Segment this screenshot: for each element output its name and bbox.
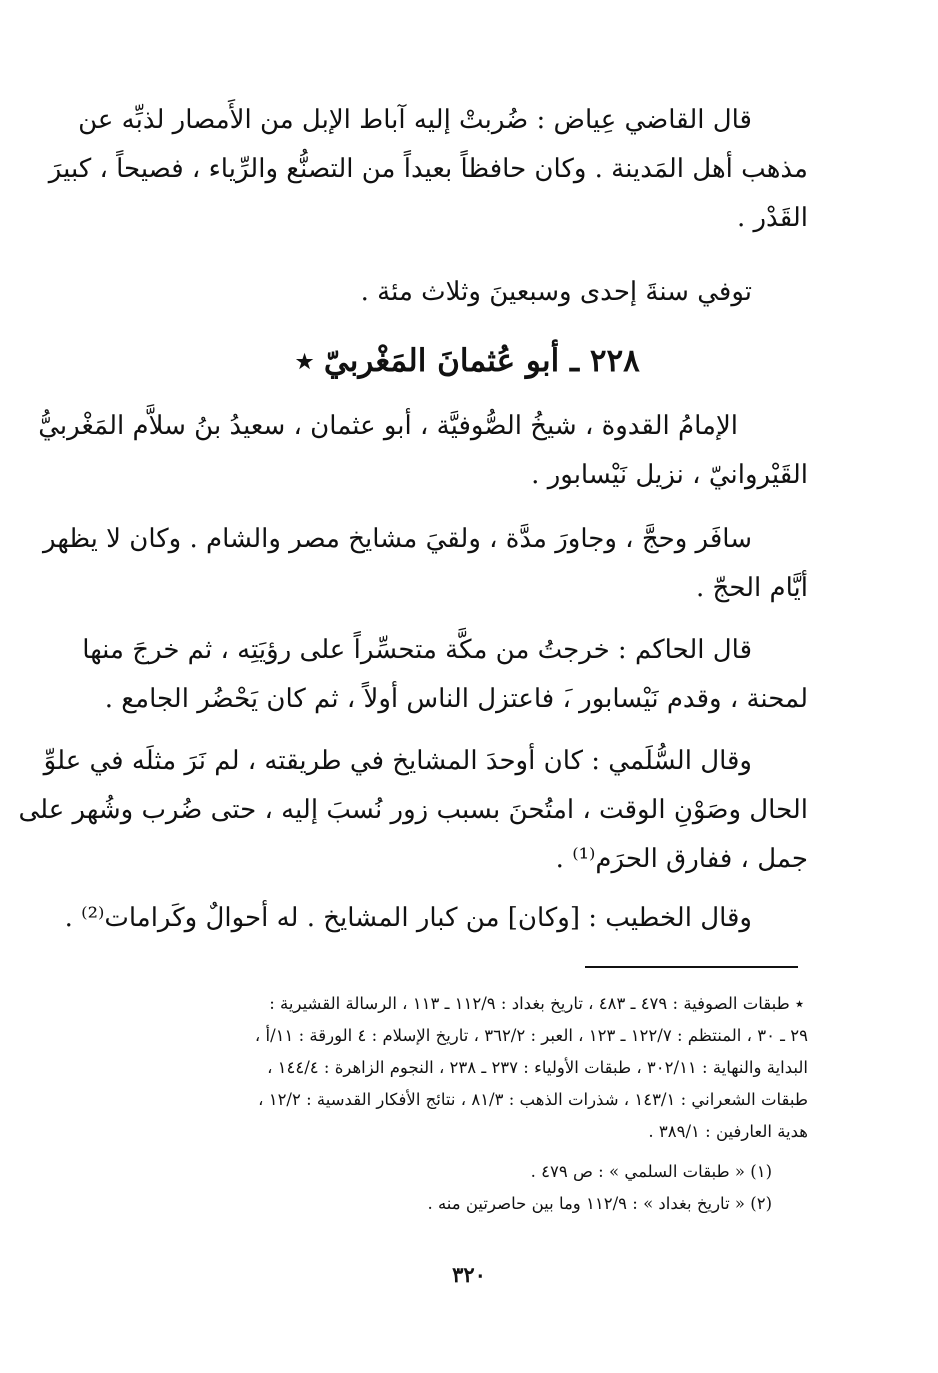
page-number: ٣٢٠ [452,1262,486,1287]
footnote-separator [585,966,798,968]
entry-heading: ٢٢٨ ـ أبو عُثمانَ المَغْربيّ ٭ [296,343,640,379]
text-line: جمل ، ففارق الحرَم⁽¹⁾ . [555,844,808,874]
text-line: القَيْروانيّ ، نزيل نَيْسابور . [531,460,808,490]
text-line: توفي سنةَ إحدى وسبعينَ وثلاث مئة . [360,277,752,307]
paragraph-death-date [128,268,808,317]
paragraph-sulami [18,737,808,884]
paragraph-identity [38,402,808,500]
text-line: وقال السُّلَمي : كان أوحدَ المشايخ في طريقته ، لم نَرَ مثلَه في علوِّ [43,746,752,776]
footnote-1: (١) « طبقات السلمي » : ص ٤٧٩ . [530,1162,772,1181]
text-line: لمحنة ، وقدم نَيْسابور ،َ فاعتزل الناس أولاً ، ثم كان يَحْضُر الجامع . [104,684,808,714]
text-line: سافَر وحجَّ ، وجاورَ مدَّة ، ولقيَ مشايخ مصر والشام . وكان لا يظهر [42,524,752,554]
text-line: وقال الخطيب : [وكان] من كبار المشايخ . له أحوالٌ وكَرامات⁽²⁾ . [64,903,752,933]
text-line: قال الحاكم : خرجتُ من مكَّة متحسِّراً على رؤيَتِه ، ثم خرجَ منها [82,635,752,665]
text-line: الإمامُ القدوة ، شيخُ الصُّوفيَّة ، أبو عثمان ، سعيدُ بنُ سلاَّم المَغْربيُّ [38,411,738,441]
paragraph-khatib [64,894,808,943]
footnote-line: هدية العارفين : ٣٨٩/١ . [648,1122,808,1141]
footnote-line: البداية والنهاية : ٣٠٢/١١ ، طبقات الأولياء : ٢٣٧ ـ ٢٣٨ ، النجوم الزاهرة : ١٤٤/٤ ، [267,1058,808,1077]
text-line: أيَّام الحجّ . [696,573,808,603]
footnote-line: ٭ طبقات الصوفية : ٤٧٩ ـ ٤٨٣ ، تاريخ بغداد : ١١٢/٩ ـ ١١٣ ، الرسالة القشيرية : [269,994,804,1013]
text-line: الحال وصَوْنِ الوقت ، امتُحنَ بسبب زور نُسبَ إليه ، حتى ضُرب وشُهر على [18,795,808,825]
footnote-line: ٢٩ ـ ٣٠ ، المنتظم : ١٢٢/٧ ـ ١٢٣ ، العبر : ٣٦٢/٢ ، تاريخ الإسلام : ٤ الورقة : ١١/أ ، [254,1026,808,1045]
footnote-notes [128,1156,808,1220]
text-line: القَدْر . [736,203,808,233]
footnote-sources [128,988,808,1148]
footnote-2: (٢) « تاريخ بغداد » : ١١٢/٩ وما بين حاصرتين منه . [427,1194,772,1213]
footnote-line: طبقات الشعراني : ١٤٣/١ ، شذرات الذهب : ٨١/٣ ، نتائج الأفكار القدسية : ١٢/٢ ، [258,1090,808,1109]
text-line: مذهب أهل المَدينة . وكان حافظاً بعيداً من التصنُّع والرِّياء ، فصيحاً ، كبيرَ [48,154,808,184]
paragraph-qadi-iyad [48,96,808,243]
paragraph-hakim [82,626,808,724]
text-line: قال القاضي عِياض : ضُربتْ إليه آباط الإبل من الأَمصار لذبِّه عن [78,105,752,135]
paragraph-travels [42,515,808,613]
